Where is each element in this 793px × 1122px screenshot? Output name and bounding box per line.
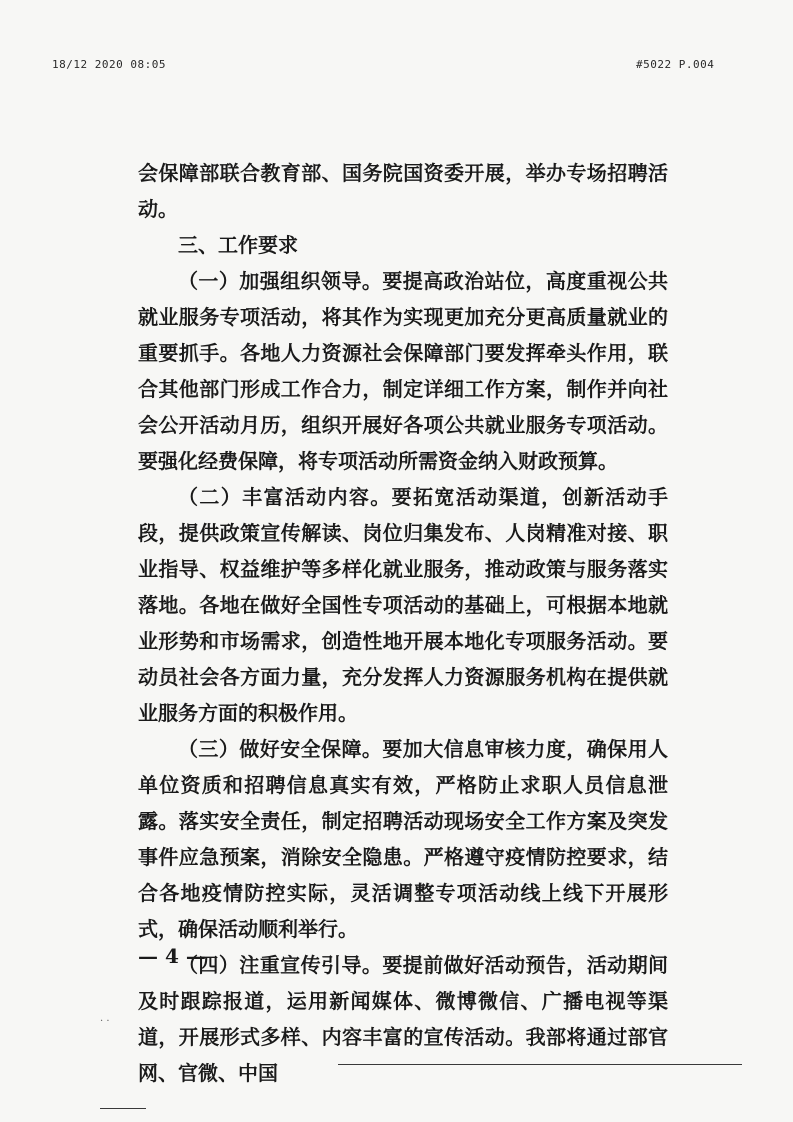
paragraph-organization: （一）加强组织领导。要提高政治站位，高度重视公共就业服务专项活动，将其作为实现更加充分更高质量就业的重要抓手。各地人力资源社会保障部门要发挥牵头作用，联合其他部门形成工作合力，制定详细工作方案，制作并向社会公开活动月历，组织开展好各项公共就业服务专项活动。要强化经费保障，将专项活动所需资金纳入财政预算。 [138,269,668,473]
scan-artifact-line [100,1108,146,1109]
paragraph-safety: （三）做好安全保障。要加大信息审核力度，确保用人单位资质和招聘信息真实有效，严格防止求职人员信息泄露。落实安全责任，制定招聘活动现场安全工作方案及突发事件应急预案，消除安全隐患。严格遵守疫情防控要求，结合各地疫情防控实际，灵活调整专项活动线上线下开展形式，确保活动顺利举行。 [138,737,668,941]
fax-page-ref: #5022 P.004 [636,58,715,71]
paragraph-continuation: 会保障部联合教育部、国务院国资委开展，举办专场招聘活动。 [138,161,668,221]
page-number: — 4 — [138,944,206,968]
paragraph-publicity: （四）注重宣传引导。要提前做好活动预告，活动期间及时跟踪报道，运用新闻媒体、微博微信、广播电视等渠道，开展形式多样、内容丰富的宣传活动。我部将通过部官网、官微、中国 [138,953,668,1085]
section-heading: 三、工作要求 [178,233,298,257]
fax-datetime: 18/12 2020 08:05 [52,58,166,71]
paragraph-activities: （二）丰富活动内容。要拓宽活动渠道，创新活动手段，提供政策宣传解读、岗位归集发布、人岗精准对接、职业指导、权益维护等多样化就业服务，推动政策与服务落实落地。各地在做好全国性专项活动的基础上，可根据本地就业形势和市场需求，创造性地开展本地化专项服务活动。要动员社会各方面力量，充分发挥人力资源服务机构在提供就业服务方面的积极作用。 [138,485,668,725]
scan-specks: · · [100,1016,110,1027]
scan-artifact-line [338,1064,742,1065]
document-body [138,155,668,1091]
fax-header [0,58,793,78]
